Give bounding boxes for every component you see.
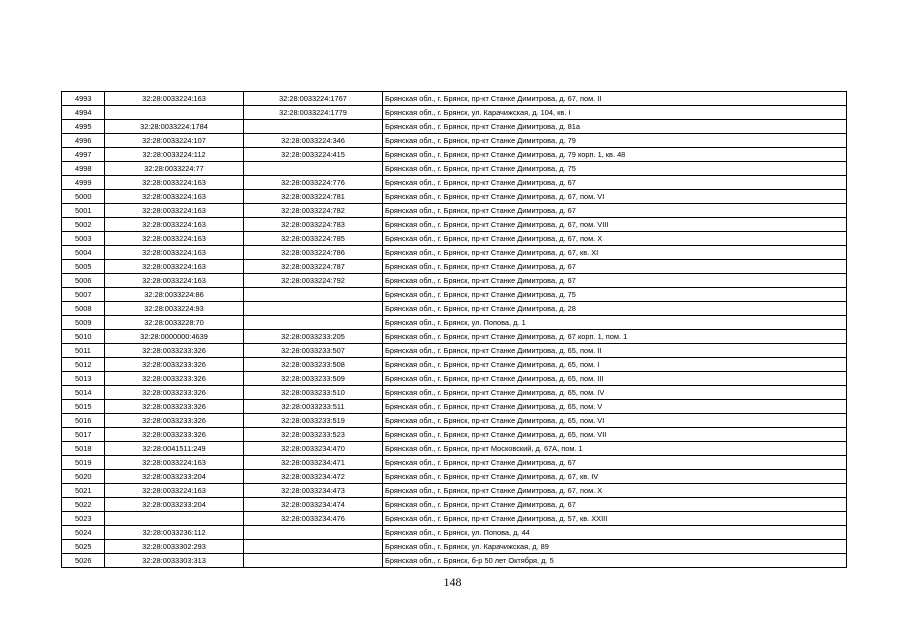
- parent-cadastral-number-cell: 32:28:0033224:1784: [105, 120, 244, 134]
- parent-cadastral-number-cell: 32:28:0033233:326: [105, 400, 244, 414]
- cadastral-number-cell: 32:28:0033234:474: [244, 498, 383, 512]
- cadastral-number-cell: [244, 554, 383, 568]
- table-row: [62, 134, 847, 148]
- table-row: [62, 92, 847, 106]
- cadastral-number-cell: 32:28:0033224:776: [244, 176, 383, 190]
- address-cell: Брянская обл., г. Брянск, пр-кт Станке Димитрова, д. 67, пом. VI: [383, 190, 847, 204]
- parent-cadastral-number-cell: [105, 512, 244, 526]
- table-row: [62, 120, 847, 134]
- row-number-cell: 5010: [62, 330, 105, 344]
- parent-cadastral-number-cell: 32:28:0033224:163: [105, 274, 244, 288]
- address-cell: Брянская обл., г. Брянск, ул. Карачижская, д. 104, кв. I: [383, 106, 847, 120]
- row-number-cell: 4994: [62, 106, 105, 120]
- address-cell: Брянская обл., г. Брянск, пр-кт Станке Димитрова, д. 67: [383, 498, 847, 512]
- row-number-cell: 4995: [62, 120, 105, 134]
- table-row: [62, 218, 847, 232]
- table-row: [62, 470, 847, 484]
- table-row: [62, 400, 847, 414]
- address-cell: Брянская обл., г. Брянск, пр-кт Станке Димитрова, д. 79 корп. 1, кв. 48: [383, 148, 847, 162]
- parent-cadastral-number-cell: 32:28:0033224:163: [105, 456, 244, 470]
- row-number-cell: 5017: [62, 428, 105, 442]
- address-cell: Брянская обл., г. Брянск, пр-кт Станке Димитрова, д. 75: [383, 162, 847, 176]
- address-cell: Брянская обл., г. Брянск, пр-кт Станке Димитрова, д. 67, пом. X: [383, 484, 847, 498]
- table-row: [62, 316, 847, 330]
- row-number-cell: 5021: [62, 484, 105, 498]
- parent-cadastral-number-cell: 32:28:0033228:70: [105, 316, 244, 330]
- parent-cadastral-number-cell: 32:28:0033233:326: [105, 386, 244, 400]
- cadastral-number-cell: 32:28:0033224:781: [244, 190, 383, 204]
- address-cell: Брянская обл., г. Брянск, пр-кт Станке Димитрова, д. 67 корп. 1, пом. 1: [383, 330, 847, 344]
- table-row: [62, 260, 847, 274]
- cadastral-number-cell: [244, 162, 383, 176]
- table-row: [62, 302, 847, 316]
- parent-cadastral-number-cell: 32:28:0033233:326: [105, 372, 244, 386]
- cadastral-number-cell: [244, 526, 383, 540]
- cadastral-number-cell: [244, 302, 383, 316]
- table-row: [62, 386, 847, 400]
- row-number-cell: 5023: [62, 512, 105, 526]
- parent-cadastral-number-cell: 32:28:0033224:93: [105, 302, 244, 316]
- cadastral-number-cell: [244, 316, 383, 330]
- address-cell: Брянская обл., г. Брянск, пр-кт Станке Димитрова, д. 67: [383, 274, 847, 288]
- address-cell: Брянская обл., г. Брянск, пр-кт Станке Димитрова, д. 79: [383, 134, 847, 148]
- row-number-cell: 5006: [62, 274, 105, 288]
- row-number-cell: 5002: [62, 218, 105, 232]
- row-number-cell: 5009: [62, 316, 105, 330]
- row-number-cell: 5014: [62, 386, 105, 400]
- address-cell: Брянская обл., г. Брянск, пр-кт Станке Димитрова, д. 65, пом. VI: [383, 414, 847, 428]
- cadastral-number-cell: 32:28:0033224:785: [244, 232, 383, 246]
- cadastral-number-cell: 32:28:0033224:783: [244, 218, 383, 232]
- parent-cadastral-number-cell: 32:28:0033233:326: [105, 428, 244, 442]
- table-row: [62, 554, 847, 568]
- row-number-cell: 5001: [62, 204, 105, 218]
- address-cell: Брянская обл., г. Брянск, пр-кт Станке Димитрова, д. 67: [383, 176, 847, 190]
- cadastral-number-cell: [244, 288, 383, 302]
- cadastral-number-cell: 32:28:0033233:519: [244, 414, 383, 428]
- address-cell: Брянская обл., г. Брянск, пр-кт Станке Димитрова, д. 67, пом. X: [383, 232, 847, 246]
- cadastral-number-cell: 32:28:0033234:472: [244, 470, 383, 484]
- cadastral-number-cell: [244, 120, 383, 134]
- table-row: [62, 274, 847, 288]
- row-number-cell: 5011: [62, 344, 105, 358]
- parent-cadastral-number-cell: 32:28:0033224:163: [105, 246, 244, 260]
- table-row: [62, 204, 847, 218]
- address-cell: Брянская обл., г. Брянск, пр-кт Станке Димитрова, д. 67: [383, 260, 847, 274]
- parent-cadastral-number-cell: 32:28:0033224:163: [105, 176, 244, 190]
- cadastral-table: [61, 91, 847, 568]
- table-row: [62, 540, 847, 554]
- table-row: [62, 498, 847, 512]
- table-row: [62, 246, 847, 260]
- table-row: [62, 330, 847, 344]
- table-row: [62, 372, 847, 386]
- row-number-cell: 4999: [62, 176, 105, 190]
- cadastral-number-cell: 32:28:0033224:1767: [244, 92, 383, 106]
- cadastral-number-cell: [244, 540, 383, 554]
- table-row: [62, 428, 847, 442]
- table-row: [62, 344, 847, 358]
- address-cell: Брянская обл., г. Брянск, пр-кт Станке Димитрова, д. 65, пом. VII: [383, 428, 847, 442]
- row-number-cell: 5008: [62, 302, 105, 316]
- parent-cadastral-number-cell: 32:28:0033224:163: [105, 218, 244, 232]
- cadastral-number-cell: 32:28:0033224:786: [244, 246, 383, 260]
- table-body: [62, 92, 847, 568]
- address-cell: Брянская обл., г. Брянск, пр-кт Станке Димитрова, д. 67, кв. XI: [383, 246, 847, 260]
- address-cell: Брянская обл., г. Брянск, пр-кт Станке Димитрова, д. 75: [383, 288, 847, 302]
- page-number: 148: [443, 575, 462, 589]
- parent-cadastral-number-cell: 32:28:0033224:163: [105, 204, 244, 218]
- table-row: [62, 442, 847, 456]
- cadastral-number-cell: 32:28:0033224:792: [244, 274, 383, 288]
- address-cell: Брянская обл., г. Брянск, пр-кт Станке Димитрова, д. 65, пом. IV: [383, 386, 847, 400]
- row-number-cell: 5007: [62, 288, 105, 302]
- parent-cadastral-number-cell: 32:28:0033224:112: [105, 148, 244, 162]
- table-row: [62, 484, 847, 498]
- row-number-cell: 4997: [62, 148, 105, 162]
- address-cell: Брянская обл., г. Брянск, пр-кт Станке Димитрова, д. 67: [383, 456, 847, 470]
- row-number-cell: 5022: [62, 498, 105, 512]
- address-cell: Брянская обл., г. Брянск, ул. Карачижская, д. 89: [383, 540, 847, 554]
- parent-cadastral-number-cell: 32:28:0033224:163: [105, 260, 244, 274]
- table-row: [62, 358, 847, 372]
- cadastral-number-cell: 32:28:0033234:473: [244, 484, 383, 498]
- parent-cadastral-number-cell: 32:28:0033233:204: [105, 470, 244, 484]
- address-cell: Брянская обл., г. Брянск, пр-кт Станке Димитрова, д. 67, кв. IV: [383, 470, 847, 484]
- row-number-cell: 5024: [62, 526, 105, 540]
- cadastral-number-cell: 32:28:0033233:205: [244, 330, 383, 344]
- address-cell: Брянская обл., г. Брянск, пр-кт Станке Димитрова, д. 67, пом. II: [383, 92, 847, 106]
- parent-cadastral-number-cell: 32:28:0033224:163: [105, 92, 244, 106]
- row-number-cell: 4993: [62, 92, 105, 106]
- row-number-cell: 5012: [62, 358, 105, 372]
- table-row: [62, 288, 847, 302]
- address-cell: Брянская обл., г. Брянск, пр-кт Станке Димитрова, д. 67: [383, 204, 847, 218]
- address-cell: Брянская обл., г. Брянск, б-р 50 лет Октября, д. 5: [383, 554, 847, 568]
- row-number-cell: 5015: [62, 400, 105, 414]
- cadastral-number-cell: 32:28:0033233:507: [244, 344, 383, 358]
- cadastral-number-cell: 32:28:0033233:511: [244, 400, 383, 414]
- parent-cadastral-number-cell: 32:28:0033224:77: [105, 162, 244, 176]
- cadastral-number-cell: 32:28:0033233:509: [244, 372, 383, 386]
- row-number-cell: 5020: [62, 470, 105, 484]
- parent-cadastral-number-cell: 32:28:0000000:4639: [105, 330, 244, 344]
- row-number-cell: 5005: [62, 260, 105, 274]
- address-cell: Брянская обл., г. Брянск, ул. Попова, д. 44: [383, 526, 847, 540]
- parent-cadastral-number-cell: 32:28:0033302:293: [105, 540, 244, 554]
- parent-cadastral-number-cell: 32:28:0033224:163: [105, 232, 244, 246]
- row-number-cell: 5026: [62, 554, 105, 568]
- parent-cadastral-number-cell: 32:28:0033224:163: [105, 190, 244, 204]
- row-number-cell: 5003: [62, 232, 105, 246]
- address-cell: Брянская обл., г. Брянск, пр-кт Станке Димитрова, д. 65, пом. I: [383, 358, 847, 372]
- cadastral-number-cell: 32:28:0033224:787: [244, 260, 383, 274]
- table-row: [62, 414, 847, 428]
- parent-cadastral-number-cell: [105, 106, 244, 120]
- cadastral-number-cell: 32:28:0033224:346: [244, 134, 383, 148]
- row-number-cell: 4996: [62, 134, 105, 148]
- table-row: [62, 190, 847, 204]
- table-row: [62, 526, 847, 540]
- address-cell: Брянская обл., г. Брянск, пр-кт Станке Димитрова, д. 65, пом. V: [383, 400, 847, 414]
- table-row: [62, 512, 847, 526]
- parent-cadastral-number-cell: 32:28:0033233:326: [105, 344, 244, 358]
- address-cell: Брянская обл., г. Брянск, пр-кт Станке Димитрова, д. 65, пом. II: [383, 344, 847, 358]
- cadastral-number-cell: 32:28:0033233:510: [244, 386, 383, 400]
- cadastral-number-cell: 32:28:0033224:415: [244, 148, 383, 162]
- parent-cadastral-number-cell: 32:28:0033303:313: [105, 554, 244, 568]
- parent-cadastral-number-cell: 32:28:0033233:204: [105, 498, 244, 512]
- row-number-cell: 5025: [62, 540, 105, 554]
- cadastral-number-cell: 32:28:0033224:1779: [244, 106, 383, 120]
- address-cell: Брянская обл., г. Брянск, пр-кт Станке Димитрова, д. 28: [383, 302, 847, 316]
- parent-cadastral-number-cell: 32:28:0033224:163: [105, 484, 244, 498]
- table-row: [62, 106, 847, 120]
- row-number-cell: 5013: [62, 372, 105, 386]
- address-cell: Брянская обл., г. Брянск, пр-кт Станке Димитрова, д. 57, кв. XXIII: [383, 512, 847, 526]
- cadastral-number-cell: 32:28:0033234:471: [244, 456, 383, 470]
- address-cell: Брянская обл., г. Брянск, пр-кт Станке Димитрова, д. 67, пом. VIII: [383, 218, 847, 232]
- address-cell: Брянская обл., г. Брянск, пр-кт Станке Димитрова, д. 65, пом. III: [383, 372, 847, 386]
- cadastral-number-cell: 32:28:0033233:523: [244, 428, 383, 442]
- row-number-cell: 5019: [62, 456, 105, 470]
- table-row: [62, 456, 847, 470]
- row-number-cell: 5018: [62, 442, 105, 456]
- parent-cadastral-number-cell: 32:28:0033224:107: [105, 134, 244, 148]
- table-row: [62, 176, 847, 190]
- parent-cadastral-number-cell: 32:28:0033224:86: [105, 288, 244, 302]
- address-cell: Брянская обл., г. Брянск, ул. Попова, д. 1: [383, 316, 847, 330]
- address-cell: Брянская обл., г. Брянск, пр-кт Станке Димитрова, д. 81а: [383, 120, 847, 134]
- parent-cadastral-number-cell: 32:28:0041511:249: [105, 442, 244, 456]
- parent-cadastral-number-cell: 32:28:0033233:326: [105, 358, 244, 372]
- cadastral-number-cell: 32:28:0033234:476: [244, 512, 383, 526]
- row-number-cell: 4998: [62, 162, 105, 176]
- table-row: [62, 162, 847, 176]
- table-row: [62, 148, 847, 162]
- row-number-cell: 5000: [62, 190, 105, 204]
- row-number-cell: 5016: [62, 414, 105, 428]
- address-cell: Брянская обл., г. Брянск, пр-кт Московский, д. 67А, пом. 1: [383, 442, 847, 456]
- cadastral-number-cell: 32:28:0033224:782: [244, 204, 383, 218]
- parent-cadastral-number-cell: 32:28:0033233:326: [105, 414, 244, 428]
- parent-cadastral-number-cell: 32:28:0033236:112: [105, 526, 244, 540]
- cadastral-number-cell: 32:28:0033233:508: [244, 358, 383, 372]
- cadastral-number-cell: 32:28:0033234:470: [244, 442, 383, 456]
- table-row: [62, 232, 847, 246]
- row-number-cell: 5004: [62, 246, 105, 260]
